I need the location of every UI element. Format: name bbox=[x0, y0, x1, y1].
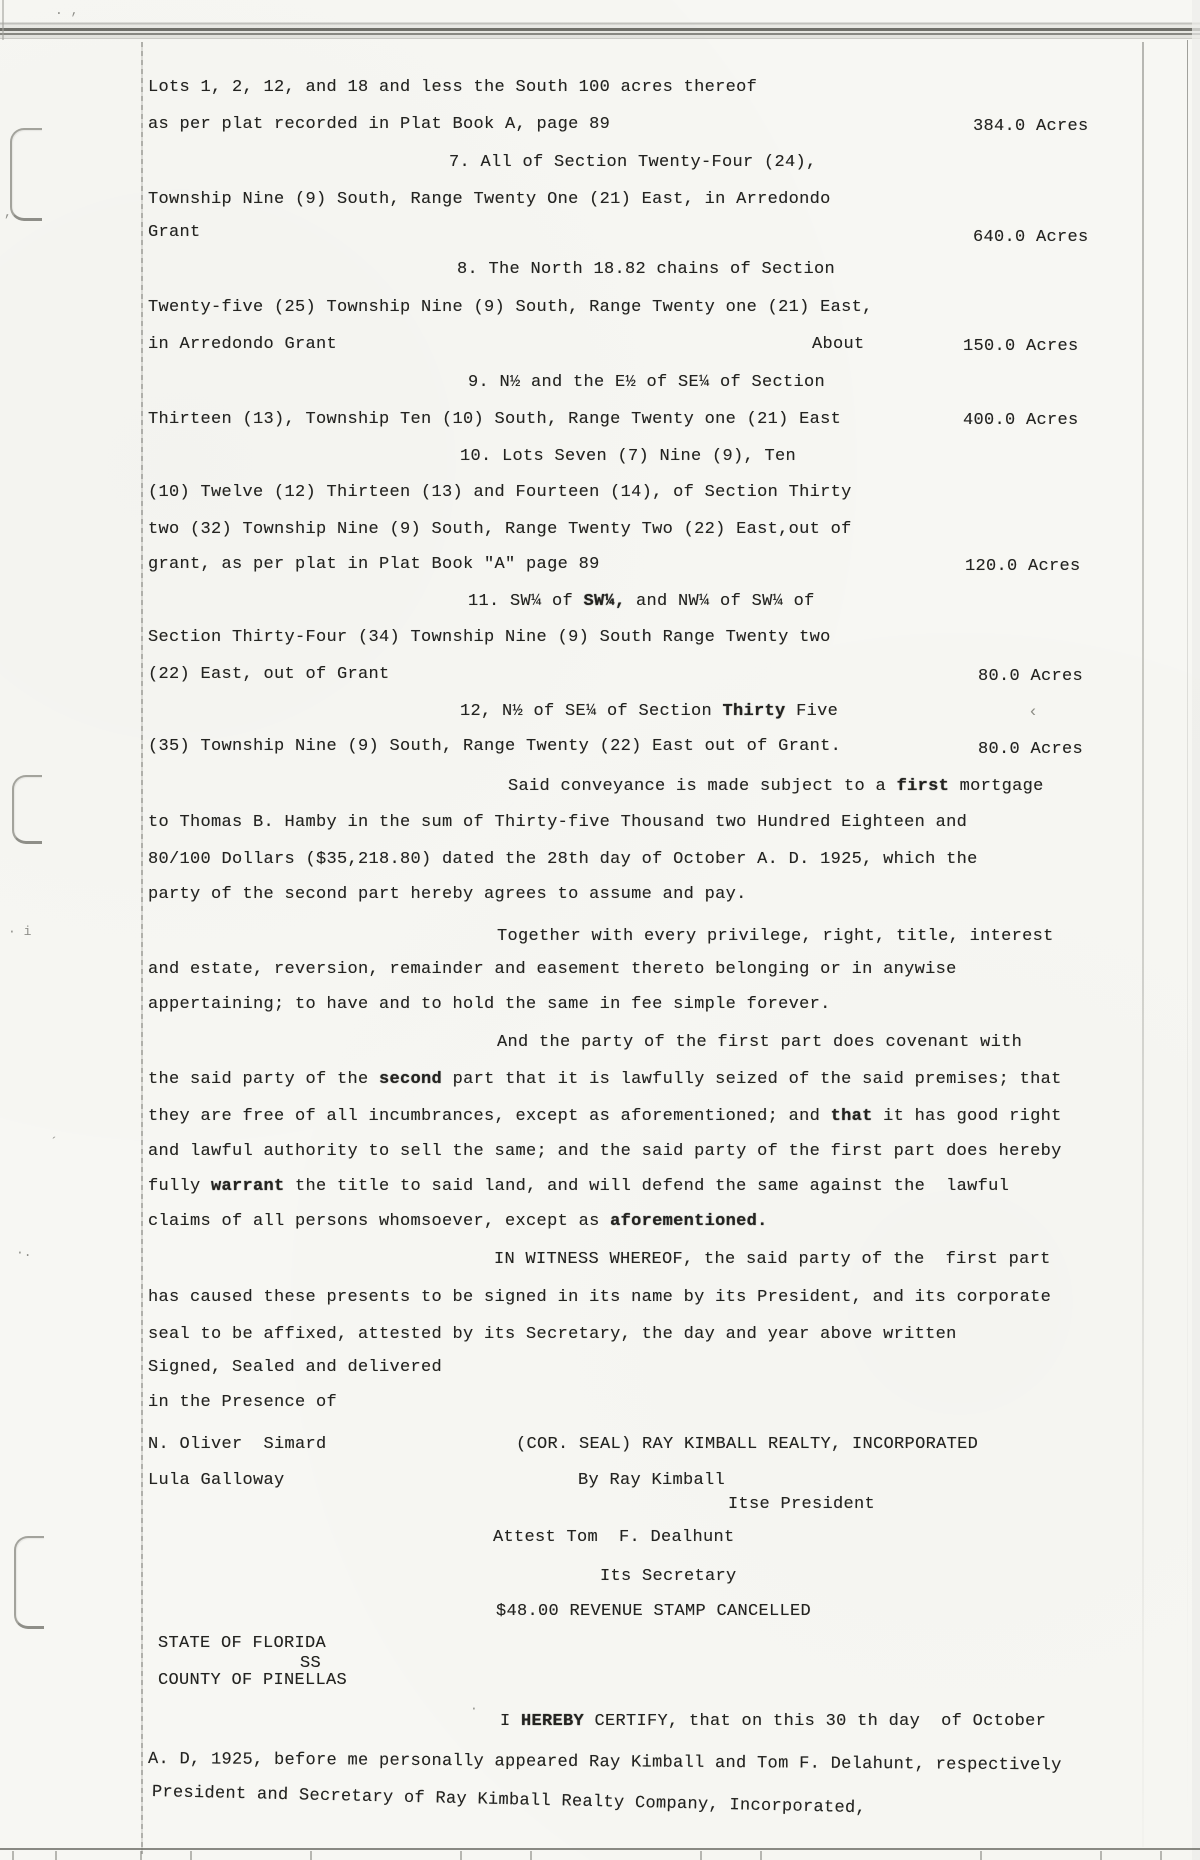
document-line: By Ray Kimball bbox=[578, 1471, 726, 1490]
document-line: grant, as per plat in Plat Book "A" page 89 bbox=[148, 555, 600, 574]
document-line: Grant bbox=[148, 223, 201, 242]
document-line: COUNTY OF PINELLAS bbox=[158, 1671, 348, 1690]
binder-ring-mark bbox=[10, 128, 42, 221]
document-line: Attest Tom F. Dealhunt bbox=[493, 1528, 735, 1547]
document-line: Lots 1, 2, 12, and 18 and less the South 100 acres thereof bbox=[148, 78, 758, 97]
document-line: N. Oliver Simard bbox=[148, 1435, 327, 1454]
bottom-ledger-tick bbox=[310, 1851, 312, 1860]
document-line: and estate, reversion, remainder and easement thereto belonging or in anywise bbox=[148, 960, 957, 979]
document-line: IN WITNESS WHEREOF, the said party of the first part bbox=[494, 1250, 1051, 1269]
bottom-ledger-tick bbox=[980, 1851, 982, 1860]
document-line: 7. All of Section Twenty-Four (24), bbox=[449, 153, 817, 172]
scan-speck: · bbox=[470, 1701, 478, 1716]
bottom-ledger-tick bbox=[530, 1851, 532, 1860]
document-line: 384.0 Acres bbox=[973, 117, 1089, 136]
document-line: Its Secretary bbox=[600, 1567, 737, 1586]
document-line: seal to be affixed, attested by its Secretary, the day and year above written bbox=[148, 1325, 957, 1344]
document-line: to Thomas B. Hamby in the sum of Thirty-five Thousand two Hundred Eighteen and bbox=[148, 813, 968, 832]
bottom-ledger-tick bbox=[12, 1851, 14, 1860]
document-line: (35) Township Nine (9) South, Range Twenty (22) East out of Grant. bbox=[148, 737, 842, 756]
bottom-ruled-line bbox=[0, 1848, 1200, 1850]
document-line: they are free of all incumbrances, except as aforementioned; and that it has good right bbox=[148, 1107, 1062, 1126]
scan-speck: ·. bbox=[16, 1245, 32, 1260]
document-line: Township Nine (9) South, Range Twenty One (21) East, in Arredondo bbox=[148, 190, 831, 209]
right-margin-line bbox=[1142, 42, 1144, 1847]
document-line: 9. N½ and the E½ of SE¼ of Section bbox=[468, 373, 826, 392]
document-line: 11. SW¼ of SW¼, and NW¼ of SW¼ of bbox=[468, 592, 815, 611]
document-line: 80/100 Dollars ($35,218.80) dated the 28th day of October A. D. 1925, which the bbox=[148, 850, 978, 869]
document-line: two (32) Township Nine (9) South, Range Twenty Two (22) East,out of bbox=[148, 520, 852, 539]
document-line: Section Thirty-Four (34) Township Nine (9) South Range Twenty two bbox=[148, 628, 831, 647]
document-line: Said conveyance is made subject to a first mortgage bbox=[508, 777, 1044, 796]
document-line: Lula Galloway bbox=[148, 1471, 285, 1490]
document-line: has caused these presents to be signed in its name by its President, and its corporate bbox=[148, 1288, 1052, 1307]
scan-speck: . , bbox=[55, 3, 79, 18]
document-line: the said party of the second part that it is lawfully seized of the said premises; that bbox=[148, 1070, 1062, 1089]
document-line: 80.0 Acres bbox=[978, 667, 1084, 686]
page-right-edge-shade bbox=[1192, 0, 1200, 1860]
document-line: 400.0 Acres bbox=[963, 411, 1079, 430]
top-ruled-line bbox=[0, 22, 1200, 42]
document-line: ‹ bbox=[1028, 703, 1039, 722]
bottom-ledger-tick bbox=[760, 1851, 762, 1860]
document-line: About bbox=[812, 335, 865, 354]
binder-ring-mark bbox=[14, 1536, 44, 1629]
scan-speck: · i bbox=[8, 924, 32, 939]
bottom-ledger-tick bbox=[1160, 1851, 1162, 1860]
document-line: Itse President bbox=[728, 1495, 876, 1514]
document-line: and lawful authority to sell the same; and the said party of the first part does hereby bbox=[148, 1142, 1062, 1161]
document-line: 10. Lots Seven (7) Nine (9), Ten bbox=[460, 447, 797, 466]
document-line: I HEREBY CERTIFY, that on this 30 th day of October bbox=[500, 1712, 1047, 1731]
bottom-ledger-tick bbox=[460, 1851, 462, 1860]
right-edge-line bbox=[1187, 40, 1188, 1850]
bottom-ledger-tick bbox=[190, 1851, 192, 1860]
document-line: SS bbox=[300, 1654, 322, 1673]
document-line: in Arredondo Grant bbox=[148, 335, 338, 354]
document-line: in the Presence of bbox=[148, 1393, 338, 1412]
document-line: Thirteen (13), Township Ten (10) South, Range Twenty one (21) East bbox=[148, 410, 842, 429]
document-line: fully warrant the title to said land, and will defend the same against the lawful bbox=[148, 1177, 1010, 1196]
document-line: A. D, 1925, before me personally appeared Ray Kimball and Tom F. Delahunt, respectively bbox=[147, 1750, 1062, 1776]
document-line: 12, N½ of SE¼ of Section Thirty Five bbox=[460, 702, 839, 721]
document-line: Together with every privilege, right, title, interest bbox=[497, 927, 1054, 946]
document-line: 640.0 Acres bbox=[973, 228, 1089, 247]
bottom-ledger-tick bbox=[55, 1851, 57, 1860]
binder-ring-mark bbox=[12, 775, 42, 844]
bottom-ledger-tick bbox=[700, 1851, 702, 1860]
scan-speck: , bbox=[4, 205, 12, 220]
document-line: And the party of the first part does covenant with bbox=[497, 1033, 1023, 1052]
document-line: Signed, Sealed and delivered bbox=[148, 1358, 443, 1377]
document-line: party of the second part hereby agrees to assume and pay. bbox=[148, 885, 747, 904]
document-line: 80.0 Acres bbox=[978, 740, 1084, 759]
document-line: $48.00 REVENUE STAMP CANCELLED bbox=[496, 1602, 812, 1621]
document-line: 120.0 Acres bbox=[965, 557, 1081, 576]
document-line: (22) East, out of Grant bbox=[148, 665, 390, 684]
left-margin-line bbox=[141, 42, 143, 1854]
bottom-ledger-tick bbox=[140, 1851, 142, 1860]
scan-speck: ´ bbox=[50, 1135, 58, 1150]
document-line: STATE OF FLORIDA bbox=[158, 1634, 327, 1653]
document-line: claims of all persons whomsoever, except as aforementioned. bbox=[148, 1212, 768, 1231]
document-line: (10) Twelve (12) Thirteen (13) and Fourteen (14), of Section Thirty bbox=[148, 483, 852, 502]
document-line: President and Secretary of Ray Kimball Realty Company, Incorporated, bbox=[151, 1783, 867, 1819]
document-line: (COR. SEAL) RAY KIMBALL REALTY, INCORPORATED bbox=[516, 1435, 979, 1454]
left-edge-line bbox=[2, 0, 4, 40]
document-line: appertaining; to have and to hold the same in fee simple forever. bbox=[148, 995, 831, 1014]
bottom-ledger-tick bbox=[1100, 1851, 1102, 1860]
document-line: 150.0 Acres bbox=[963, 337, 1079, 356]
document-line: Twenty-five (25) Township Nine (9) South, Range Twenty one (21) East, bbox=[148, 298, 873, 317]
document-line: 8. The North 18.82 chains of Section bbox=[457, 260, 836, 279]
document-line: as per plat recorded in Plat Book A, page 89 bbox=[148, 115, 611, 134]
